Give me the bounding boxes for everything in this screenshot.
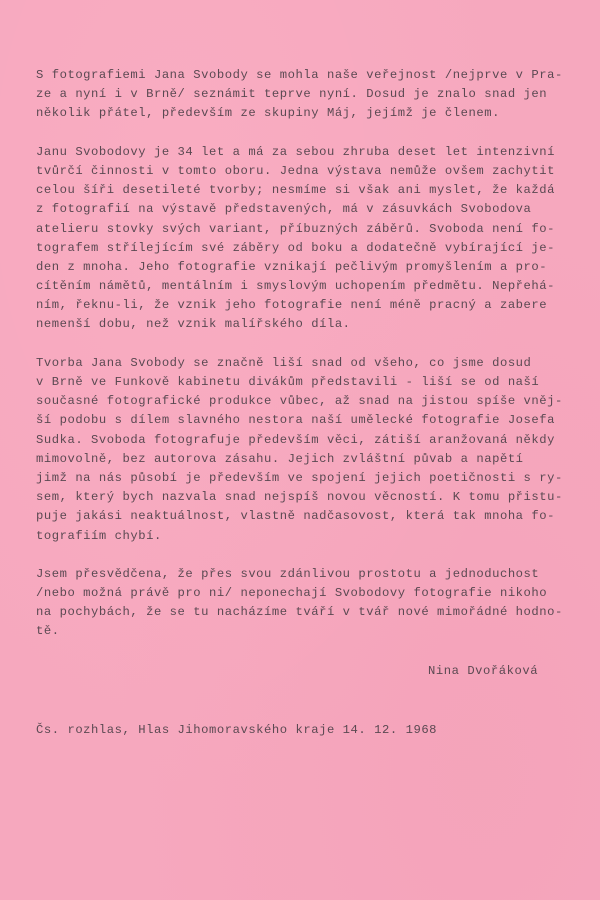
text-line: tografiím chybí. xyxy=(36,528,162,543)
paragraph-1 xyxy=(36,66,600,124)
text-line: na pochybách, že se tu nacházíme tváří v tvář nové mimořádné hodno- xyxy=(36,605,563,620)
paragraph-4 xyxy=(36,565,600,642)
text-line: Sudka. Svoboda fotografuje především věci, zátiší aranžovaná někdy xyxy=(36,432,556,447)
text-line: tě. xyxy=(36,624,60,639)
text-line: ním, řeknu-li, že vznik jeho fotografie není méně pracný a zabere xyxy=(36,298,548,313)
text-line: sem, který bych nazvala snad nejspíš novou věcností. K tomu přistu- xyxy=(36,490,563,505)
paragraph-3 xyxy=(36,354,600,546)
author-signature: Nina Dvořáková xyxy=(428,664,539,678)
text-line: mimovolně, bez autorova zásahu. Jejich zvláštní půvab a napětí xyxy=(36,451,524,466)
text-line: ší podobu s dílem slavného nestora naší umělecké fotografie Josefa xyxy=(36,413,556,428)
text-line: tografem střílejícím své záběry od boku a dodatečně vybírající je- xyxy=(36,240,556,255)
text-line: Jsem přesvědčena, že přes svou zdánlivou prostotu a jednoduchost xyxy=(36,566,540,581)
text-line: /nebo možná právě pro ni/ neponechají Svobodovy fotografie nikoho xyxy=(36,586,548,601)
text-line: z fotografií na výstavě představených, má v zásuvkách Svobodova xyxy=(36,202,532,217)
text-line: Janu Svobodovy je 34 let a má za sebou zhruba deset let intenzivní xyxy=(36,144,556,159)
text-line: cítěním námětů, mentálním i smyslovým uchopením předmětu. Nepřehá- xyxy=(36,279,556,294)
text-line: puje jakási neaktuálnost, vlastně nadčasovost, která tak mnoha fo- xyxy=(36,509,556,524)
text-line: několik přátel, především ze skupiny Máj, jejímž je členem. xyxy=(36,106,500,121)
text-line: nemenší dobu, než vznik malířského díla. xyxy=(36,317,351,332)
text-line: v Brně ve Funkově kabinetu divákům představili - liší se od naší xyxy=(36,375,540,389)
text-line: ze a nyní i v Brně/ seznámit teprve nyní. Dosud je znalo snad jen xyxy=(36,87,548,102)
article-body xyxy=(36,66,600,661)
text-line: jimž na nás působí je především ve spojení jejich poetičnosti s ry- xyxy=(36,470,563,485)
text-line: tvůrčí činnosti v tomto oboru. Jedna výstava nemůže ovšem zachytit xyxy=(36,163,556,178)
text-line: S fotografiemi Jana Svobody se mohla naše veřejnost /nejprve v Pra- xyxy=(36,68,563,82)
source-citation: Čs. rozhlas, Hlas Jihomoravského kraje 14. 12. 1968 xyxy=(36,723,438,737)
paragraph-2 xyxy=(36,143,600,335)
text-line: den z mnoha. Jeho fotografie vznikají pečlivým promyšlením a pro- xyxy=(36,259,548,274)
text-line: celou šíři desetileté tvorby; nesmíme si však ani myslet, že každá xyxy=(36,183,556,198)
text-line: současné fotografické produkce vůbec, až snad na jistou spíše vněj- xyxy=(36,394,563,409)
text-line: atelieru stovky svých variant, příbuzných záběrů. Svoboda není fo- xyxy=(36,221,556,236)
text-line: Tvorba Jana Svobody se značně liší snad od všeho, co jsme dosud xyxy=(36,355,532,370)
